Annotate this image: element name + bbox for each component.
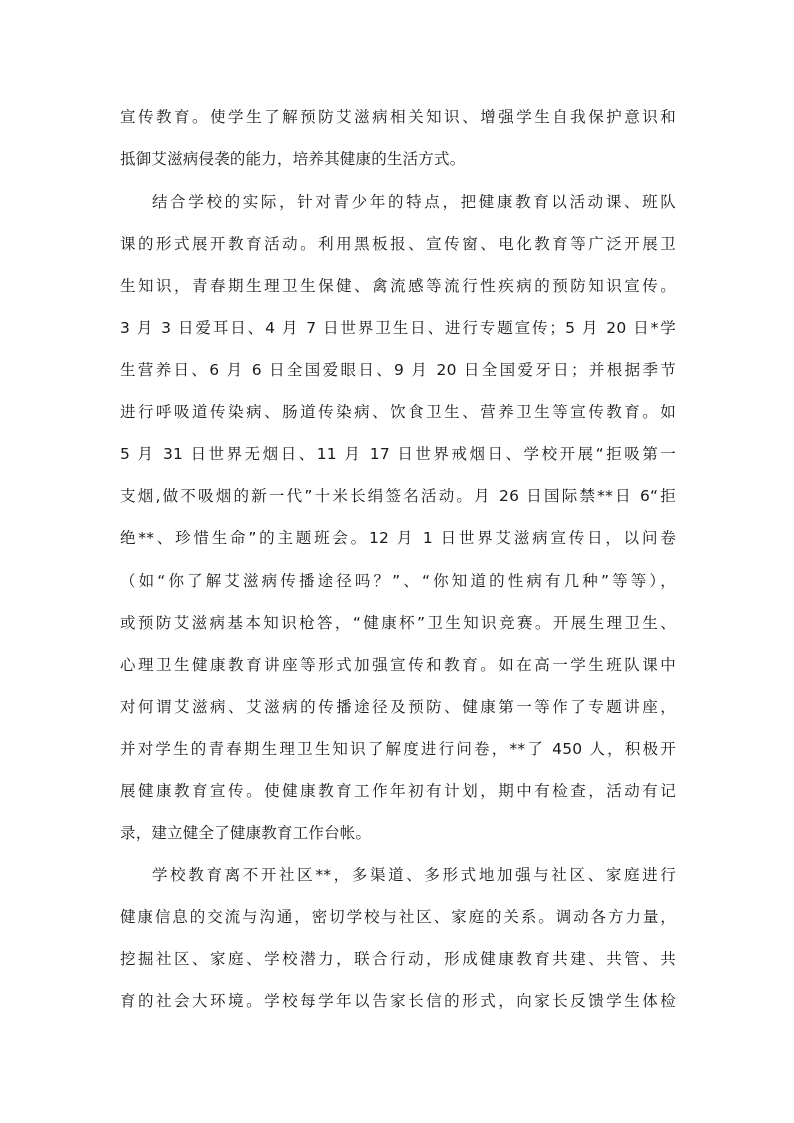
text-line: 绝**、珍惜生命”的主题班会。12 月 1 日世界艾滋病宣传日，以问卷 (120, 529, 676, 547)
text-line: 课的形式展开教育活动。利用黑板报、宣传窗、电化教育等广泛开展卫 (120, 235, 676, 253)
text-line: 心理卫生健康教育讲座等形式加强宣传和教育。如在高一学生班队课中 (120, 656, 676, 674)
text-line: 生营养日、6 月 6 日全国爱眼日、9 月 20 日全国爱牙日；并根据季节 (120, 361, 676, 379)
text-line: 展健康教育宣传。使健康教育工作年初有计划，期中有检查，活动有记 (120, 782, 676, 800)
text-line: 录，建立健全了健康教育工作台帐。 (120, 824, 372, 842)
text-line: 并对学生的青春期生理卫生知识了解度进行问卷，**了 450 人，积极开 (120, 740, 676, 758)
text-line: 生知识，青春期生理卫生保健、禽流感等流行性疾病的预防知识宣传。 (120, 277, 676, 295)
text-line: 5 月 31 日世界无烟日、11 月 17 日世界戒烟日、学校开展“拒吸第一 (120, 445, 676, 463)
text-line: 挖掘社区、家庭、学校潜力，联合行动，形成健康教育共建、共管、共 (120, 950, 676, 968)
text-line: 支烟,做不吸烟的新一代”十米长绢签名活动。月 26 日国际禁**日 6“拒 (120, 487, 676, 505)
text-line: 进行呼吸道传染病、肠道传染病、饮食卫生、营养卫生等宣传教育。如 (120, 403, 676, 421)
text-line: 抵御艾滋病侵袭的能力，培养其健康的生活方式。 (120, 150, 466, 168)
text-line: 3 月 3 日爱耳日、4 月 7 日世界卫生日、进行专题宣传；5 月 20 日*学 (120, 319, 676, 337)
paragraph-first-line: 学校教育离不开社区**，多渠道、多形式地加强与社区、家庭进行 (152, 866, 676, 884)
text-line: 健康信息的交流与沟通，密切学校与社区、家庭的关系。调动各方力量， (120, 908, 676, 926)
text-line: 或预防艾滋病基本知识枪答，“健康杯”卫生知识竞赛。开展生理卫生、 (120, 614, 676, 632)
text-line: 宣传教育。使学生了解预防艾滋病相关知识、增强学生自我保护意识和 (120, 108, 676, 126)
text-line: 育的社会大环境。学校每学年以告家长信的形式，向家长反馈学生体检 (120, 992, 676, 1010)
text-line: 对何谓艾滋病、艾滋病的传播途径及预防、健康第一等作了专题讲座， (120, 698, 676, 716)
paragraph-first-line: 结合学校的实际，针对青少年的特点，把健康教育以活动课、班队 (152, 193, 676, 211)
text-line: （如“你了解艾滋病传播途径吗？”、“你知道的性病有几种”等等）， (120, 572, 676, 590)
